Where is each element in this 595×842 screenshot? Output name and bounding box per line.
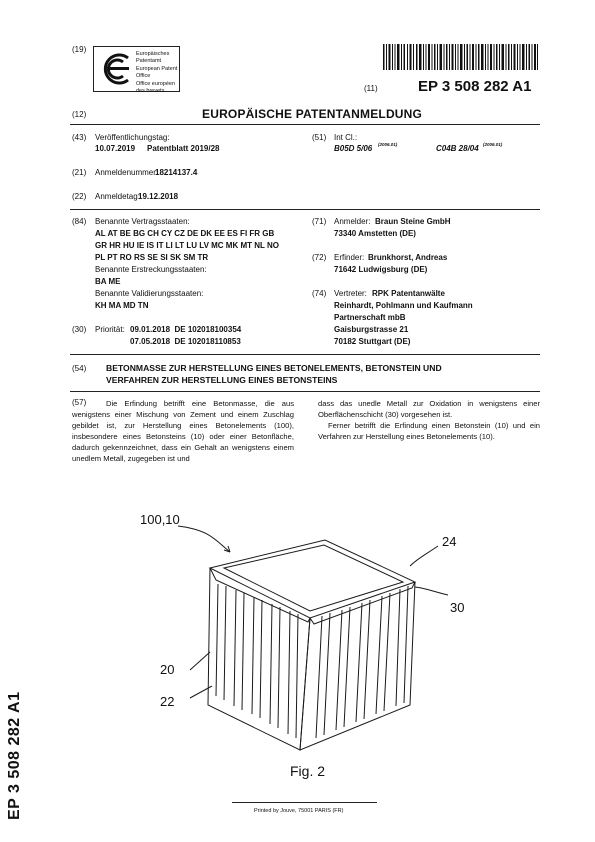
inid-code-54: (54) — [72, 364, 87, 373]
side-publication-number: EP 3 508 282 A1 — [6, 691, 23, 820]
representative-line-2: Reinhardt, Pohlmann und Kaufmann — [334, 301, 473, 310]
validation-states-label: Benannte Validierungsstaaten: — [95, 289, 204, 298]
application-number-label: Anmeldenummer: — [95, 168, 159, 177]
designated-states-line-1: AL AT BE BG CH CY CZ DE DK EE ES FI FR GB — [95, 229, 275, 238]
figure-caption: Fig. 2 — [290, 763, 326, 779]
abstract-left-column: Die Erfindung betrifft eine Betonmasse, die aus wenigstens einer Mischung von Zement und einem Zuschlag gebildet ist, zur Herstellung eines Betonelements (100), insbesondere eines Betonsteins (10) oder einer Betonfläche, dadurch gekennzeichnet, dass ein Gehalt an wenigstens einem unedlem Metall, zugegeben ist und — [72, 399, 294, 463]
ref-label-30: 30 — [450, 600, 465, 615]
applicant-label: Anmelder: — [334, 217, 371, 226]
extension-states: BA ME — [95, 277, 121, 286]
abstract-right-paragraph-1: dass das unedle Metall zur Oxidation in wenigstens einer Oberflächenschicht (30) vorgesehen ist. — [318, 399, 540, 419]
inid-code-74: (74) — [312, 289, 327, 298]
ipc-class-1: B05D 5/06 — [334, 144, 373, 153]
representative-line-1: RPK Patentanwälte — [372, 289, 445, 298]
epo-logo-box — [93, 46, 180, 92]
priority-label: Priorität: — [95, 325, 125, 334]
document-type: EUROPÄISCHE PATENTANMELDUNG — [202, 107, 423, 121]
ref-label-100-10: 100,10 — [140, 512, 180, 527]
ipc-class-1-version: (2006.01) — [378, 142, 398, 147]
invention-title-line-2: VERFAHREN ZUR HERSTELLUNG EINES BETONSTEINS — [106, 375, 338, 385]
figure-2-drawing — [120, 500, 480, 790]
inid-code-51: (51) — [312, 133, 327, 142]
bulletin: Patentblatt 2019/28 — [147, 144, 220, 153]
barcode — [383, 44, 538, 70]
inid-code-19: (19) — [72, 45, 87, 54]
footer-divider — [232, 802, 377, 803]
abstract-right-column — [318, 398, 540, 442]
inid-code-11: (11) — [364, 84, 378, 93]
ref-label-22: 22 — [160, 694, 175, 709]
representative-line-5: 70182 Stuttgart (DE) — [334, 337, 411, 346]
representative-line-4: Gaisburgstrasse 21 — [334, 325, 409, 334]
inventor-label: Erfinder: — [334, 253, 365, 262]
divider — [70, 124, 540, 125]
inid-code-43: (43) — [72, 133, 87, 142]
epo-logo-icon — [98, 50, 134, 88]
office-name-fr: Office européen des brevets — [136, 81, 176, 94]
filing-date-label: Anmeldetag: — [95, 192, 140, 201]
representative-label: Vertreter: — [334, 289, 367, 298]
abstract-right-paragraph-2: Ferner betrifft die Erfindung einen Betonstein (10) und ein Verfahren zur Herstellung eines Betonelements (10). — [318, 421, 540, 441]
office-name-de: Europäisches Patentamt — [136, 51, 170, 64]
validation-states: KH MA MD TN — [95, 301, 149, 310]
inid-code-21: (21) — [72, 168, 87, 177]
inid-code-57-label: (57) — [72, 398, 87, 407]
inventor-address: 71642 Ludwigsburg (DE) — [334, 265, 428, 274]
extension-states-label: Benannte Erstreckungsstaaten: — [95, 265, 207, 274]
ipc-class-2-version: (2006.01) — [483, 142, 503, 147]
applicant-address: 73340 Amstetten (DE) — [334, 229, 416, 238]
designated-states-label: Benannte Vertragsstaaten: — [95, 217, 190, 226]
application-number: 18214137.4 — [155, 168, 198, 177]
applicant-name: Braun Steine GmbH — [375, 217, 451, 226]
inid-code-71: (71) — [312, 217, 327, 226]
inid-code-22: (22) — [72, 192, 87, 201]
designated-states-line-2: GR HR HU IE IS IT LI LT LU LV MC MK MT NL NO — [95, 241, 279, 250]
divider — [70, 209, 540, 210]
designated-states-line-3: PL PT RO RS SE SI SK SM TR — [95, 253, 209, 262]
publication-number: EP 3 508 282 A1 — [418, 78, 532, 95]
inid-code-30: (30) — [72, 325, 87, 334]
invention-title-line-1: BETONMASSE ZUR HERSTELLUNG EINES BETONELEMENTS, BETONSTEIN UND — [106, 363, 442, 373]
divider — [70, 354, 540, 355]
priority-1: 09.01.2018 DE 102018100354 — [130, 325, 242, 334]
inid-code-84: (84) — [72, 217, 87, 226]
representative-line-3: Partnerschaft mbB — [334, 313, 406, 322]
ref-label-24: 24 — [442, 534, 457, 549]
ref-label-20: 20 — [160, 662, 175, 677]
ipc-class-2: C04B 28/04 — [436, 144, 479, 153]
pub-date-label: Veröffentlichungstag: — [95, 133, 170, 142]
invention-title — [106, 362, 442, 386]
filing-date: 19.12.2018 — [138, 192, 179, 201]
printer-note: Printed by Jouve, 75001 PARIS (FR) — [254, 808, 344, 814]
inventor-name: Brunkhorst, Andreas — [368, 253, 448, 262]
pub-date: 10.07.2019 — [95, 144, 136, 153]
inid-code-12: (12) — [72, 110, 87, 119]
priority-2: 07.05.2018 DE 102018110853 — [130, 337, 241, 346]
ipc-label: Int Cl.: — [334, 133, 358, 142]
inid-code-72: (72) — [312, 253, 327, 262]
divider — [70, 391, 540, 392]
office-name-en: European Patent Office — [136, 66, 178, 79]
